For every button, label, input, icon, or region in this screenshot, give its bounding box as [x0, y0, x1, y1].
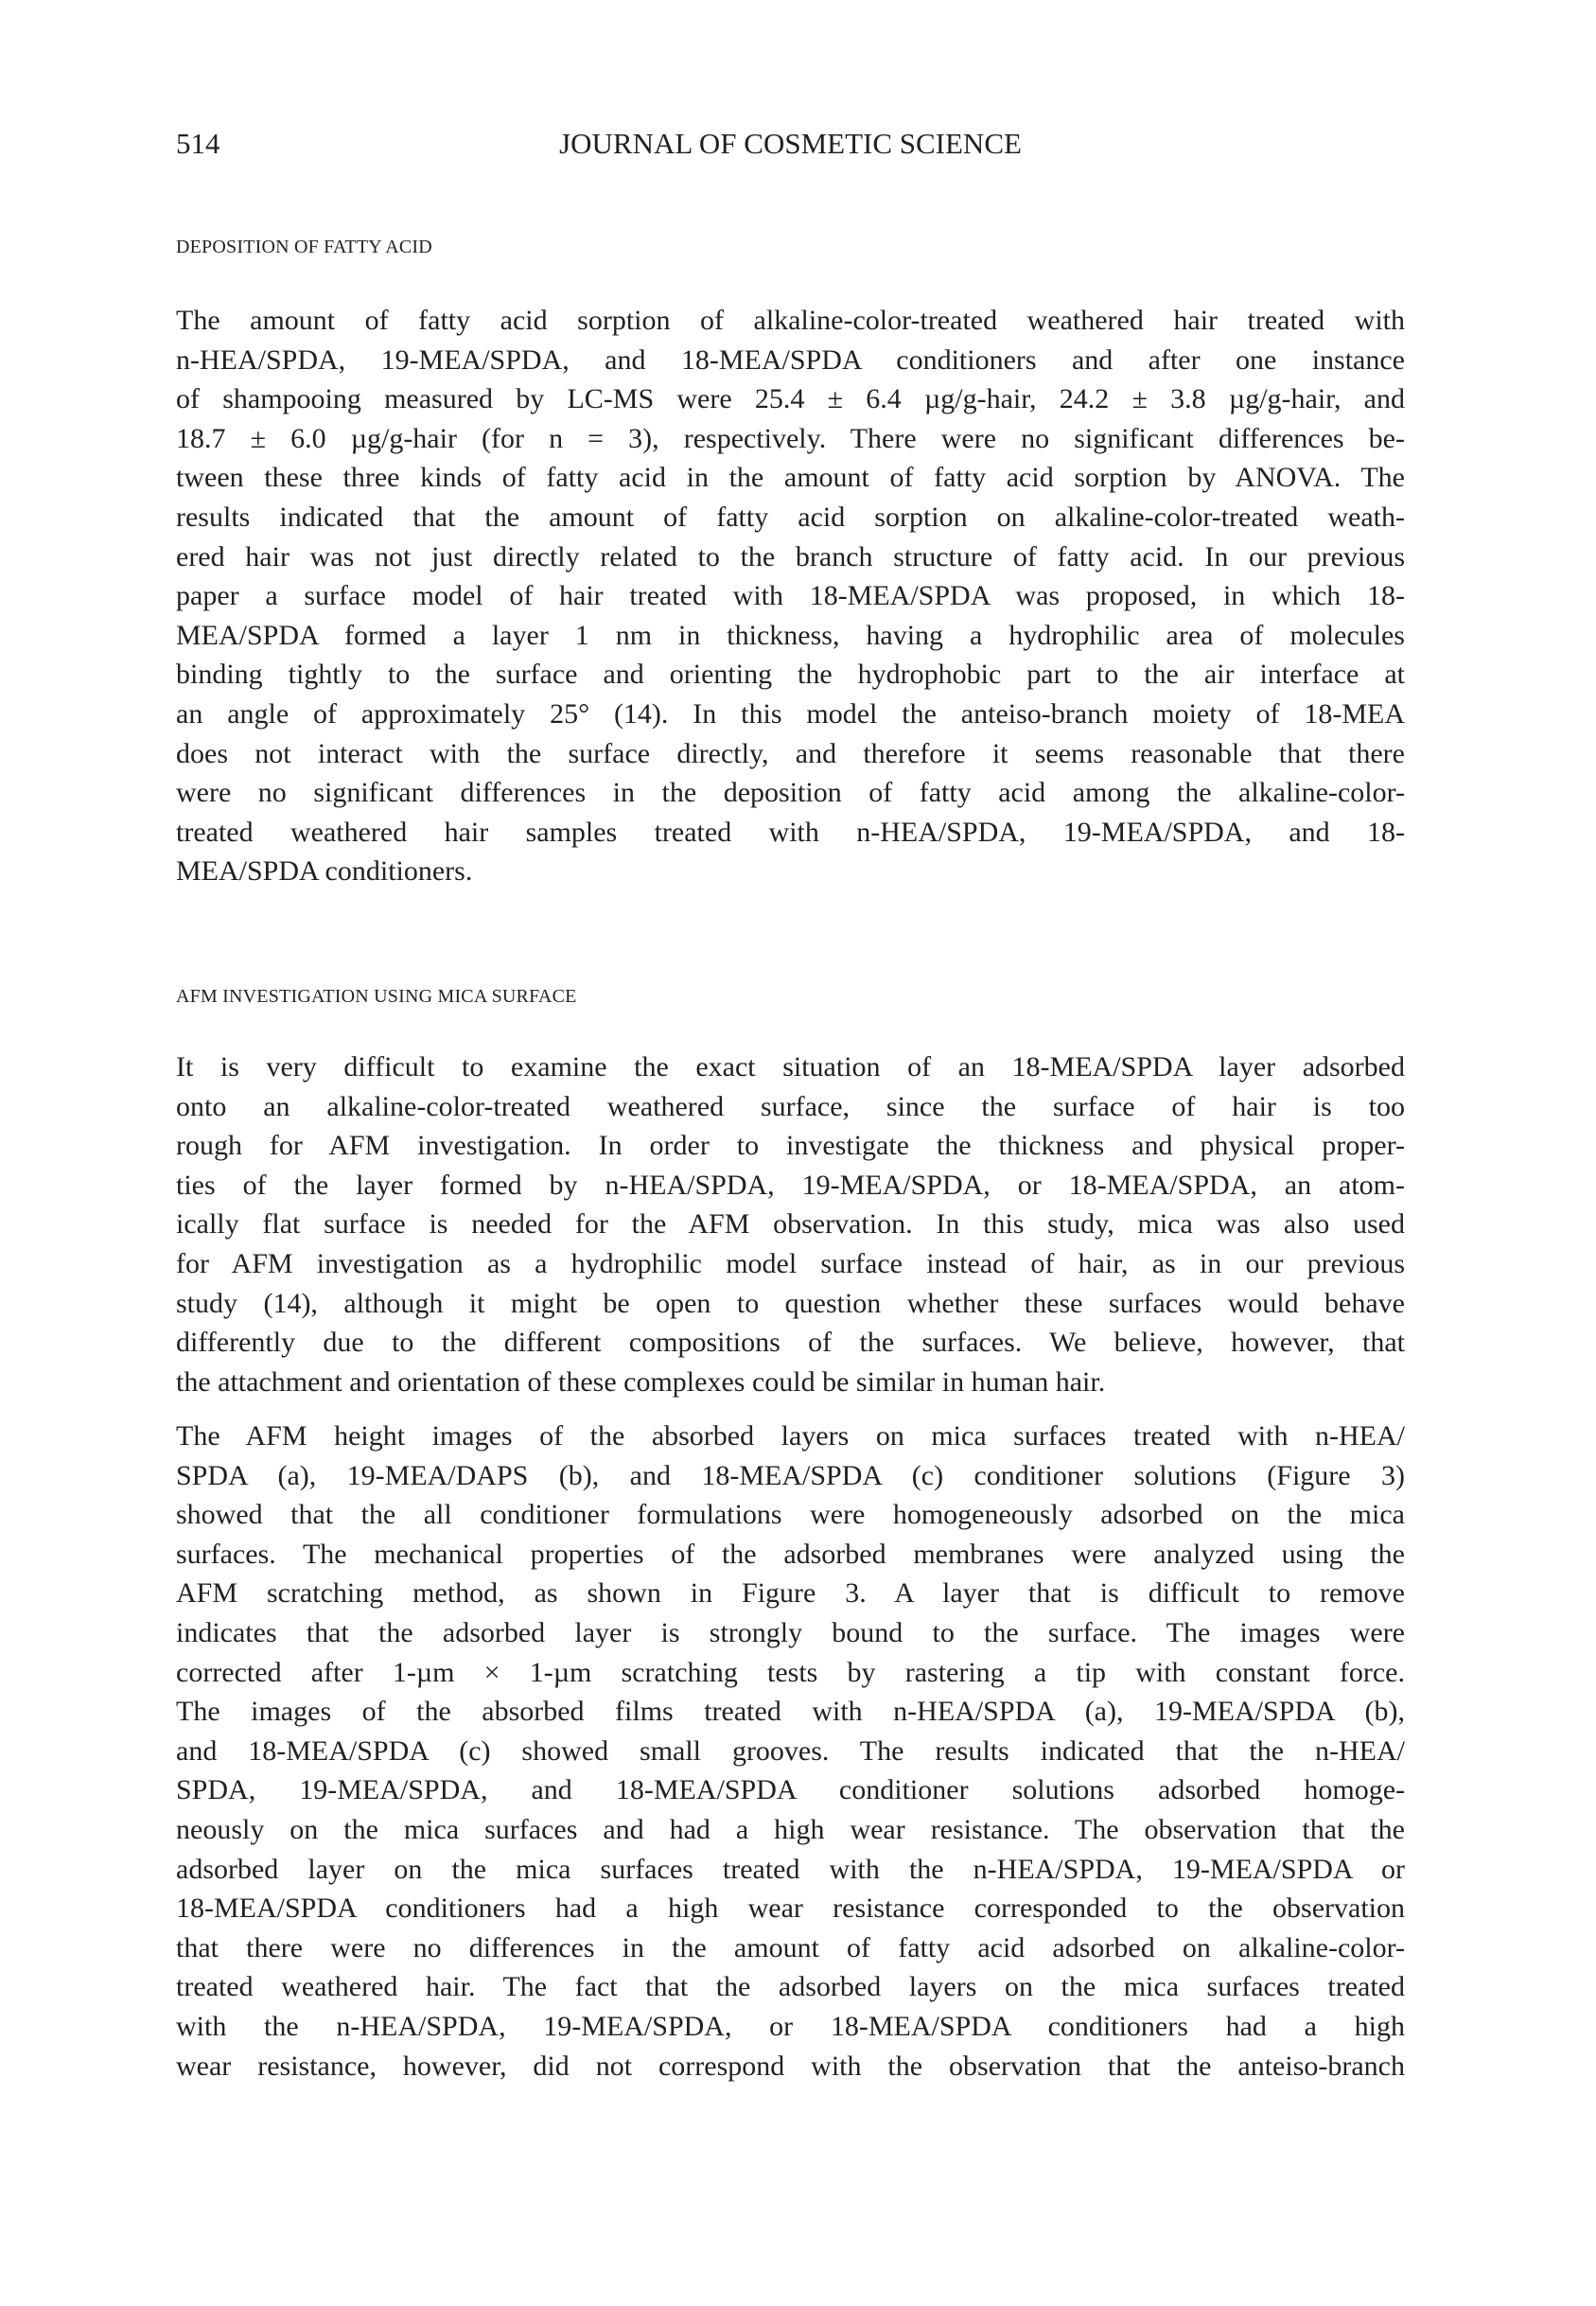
text-line: n-HEA/SPDA, 19-MEA/SPDA, and 18-MEA/SPDA conditioners and after one instance — [176, 343, 1405, 376]
text-line: showed that the all conditioner formulations were homogeneously adsorbed on the mica — [176, 1499, 1405, 1531]
text-line: with the n-HEA/SPDA, 19-MEA/SPDA, or 18-MEA/SPDA conditioners had a high — [176, 2010, 1405, 2042]
text-line: ically flat surface is needed for the AFM observation. In this study, mica was also used — [176, 1208, 1405, 1241]
text-line: treated weathered hair. The fact that the adsorbed layers on the mica surfaces treated — [176, 1971, 1405, 2003]
text-line: tween these three kinds of fatty acid in the amount of fatty acid sorption by ANOVA. The — [176, 462, 1405, 494]
section-heading-deposition: DEPOSITION OF FATTY ACID — [176, 237, 432, 257]
text-line: surfaces. The mechanical properties of the adsorbed membranes were analyzed using the — [176, 1538, 1405, 1570]
text-line: The images of the absorbed films treated with n-HEA/SPDA (a), 19-MEA/SPDA (b), — [176, 1696, 1405, 1728]
text-line: paper a surface model of hair treated with 18-MEA/SPDA was proposed, in which 18- — [176, 580, 1405, 612]
text-line: differently due to the different compositions of the surfaces. We believe, however, that — [176, 1327, 1405, 1359]
text-line: were no significant differences in the deposition of fatty acid among the alkaline-color- — [176, 777, 1405, 809]
text-line: that there were no differences in the amount of fatty acid adsorbed on alkaline-color- — [176, 1931, 1405, 1963]
text-line: of shampooing measured by LC-MS were 25.4 ± 6.4 µg/g-hair, 24.2 ± 3.8 µg/g-hair, and — [176, 383, 1405, 415]
text-line: onto an alkaline-color-treated weathered surface, since the surface of hair is too — [176, 1090, 1405, 1122]
section-heading-afm: AFM INVESTIGATION USING MICA SURFACE — [176, 986, 577, 1007]
text-line: study (14), although it might be open to question whether these surfaces would behave — [176, 1287, 1405, 1319]
text-line: indicates that the adsorbed layer is strongly bound to the surface. The images were — [176, 1616, 1405, 1648]
text-line: does not interact with the surface directly, and therefore it seems reasonable that there — [176, 737, 1405, 769]
text-line: AFM scratching method, as shown in Figure 3. A layer that is difficult to remove — [176, 1577, 1405, 1610]
text-line: MEA/SPDA conditioners. — [176, 855, 473, 888]
text-line: neously on the mica surfaces and had a high wear resistance. The observation that the — [176, 1813, 1405, 1845]
text-line: SPDA, 19-MEA/SPDA, and 18-MEA/SPDA conditioner solutions adsorbed homoge- — [176, 1774, 1405, 1806]
page-number: 514 — [176, 127, 220, 160]
text-line: MEA/SPDA formed a layer 1 nm in thickness, having a hydrophilic area of molecules — [176, 619, 1405, 651]
text-line: results indicated that the amount of fatty acid sorption on alkaline-color-treated weath- — [176, 501, 1405, 533]
journal-title: JOURNAL OF COSMETIC SCIENCE — [559, 127, 1022, 160]
text-line: SPDA (a), 19-MEA/DAPS (b), and 18-MEA/SPDA (c) conditioner solutions (Figure 3) — [176, 1459, 1405, 1491]
text-line: corrected after 1-µm × 1-µm scratching tests by rastering a tip with constant force. — [176, 1656, 1405, 1688]
text-line: binding tightly to the surface and orienting the hydrophobic part to the air interface at — [176, 659, 1405, 691]
text-line: ered hair was not just directly related to the branch structure of fatty acid. In our previous — [176, 540, 1405, 572]
text-line: The amount of fatty acid sorption of alkaline-color-treated weathered hair treated with — [176, 305, 1405, 336]
text-line: The AFM height images of the absorbed layers on mica surfaces treated with n-HEA/ — [176, 1420, 1405, 1452]
text-line: rough for AFM investigation. In order to investigate the thickness and physical proper- — [176, 1130, 1405, 1162]
text-line: adsorbed layer on the mica surfaces treated with the n-HEA/SPDA, 19-MEA/SPDA or — [176, 1853, 1405, 1885]
paragraph — [176, 301, 1405, 891]
text-line: wear resistance, however, did not correspond with the observation that the anteiso-branch — [176, 2050, 1405, 2082]
paragraph — [176, 1417, 1405, 2086]
text-line: for AFM investigation as a hydrophilic model surface instead of hair, as in our previous — [176, 1247, 1405, 1279]
text-line: 18.7 ± 6.0 µg/g-hair (for n = 3), respectively. There were no significant differences be- — [176, 422, 1405, 454]
text-line: an angle of approximately 25° (14). In this model the anteiso-branch moiety of 18-MEA — [176, 697, 1405, 730]
text-line: ties of the layer formed by n-HEA/SPDA, 19-MEA/SPDA, or 18-MEA/SPDA, an atom- — [176, 1169, 1405, 1201]
running-header — [176, 123, 1405, 165]
text-line: and 18-MEA/SPDA (c) showed small grooves. The results indicated that the n-HEA/ — [176, 1734, 1405, 1767]
text-line: 18-MEA/SPDA conditioners had a high wear resistance corresponded to the observation — [176, 1892, 1405, 1925]
paragraph — [176, 1047, 1405, 1401]
text-line: treated weathered hair samples treated with n-HEA/SPDA, 19-MEA/SPDA, and 18- — [176, 816, 1405, 848]
text-line: It is very difficult to examine the exact situation of an 18-MEA/SPDA layer adsorbed — [176, 1051, 1405, 1083]
text-line: the attachment and orientation of these complexes could be similar in human hair. — [176, 1365, 1106, 1398]
